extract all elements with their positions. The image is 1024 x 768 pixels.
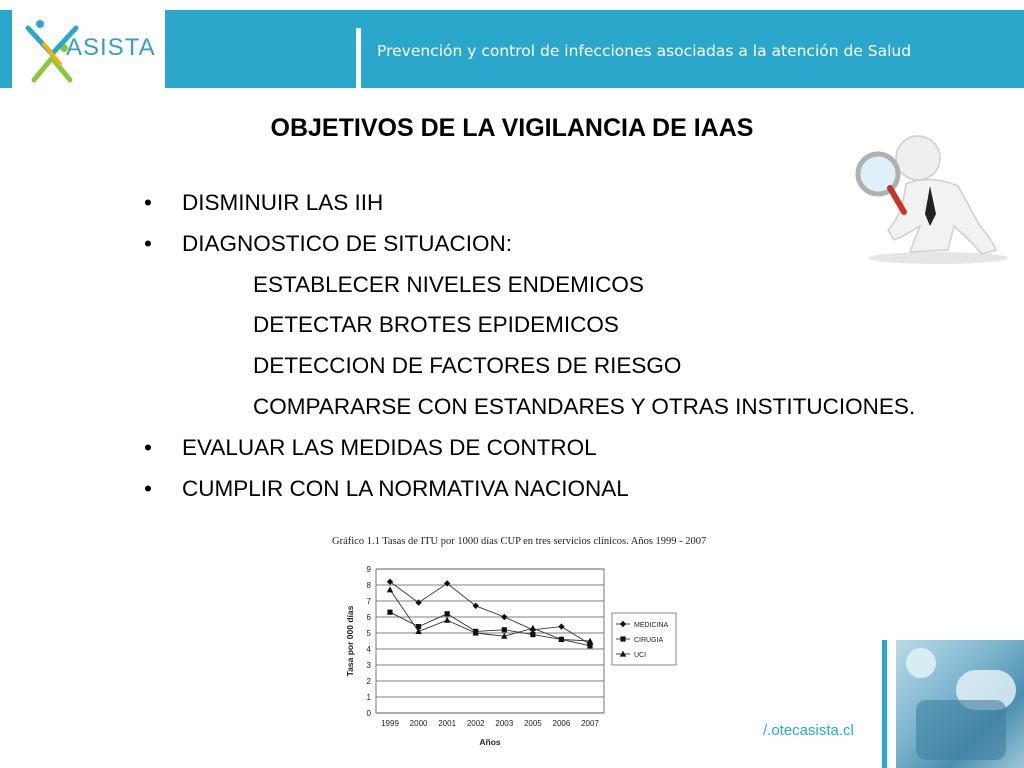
header-divider (356, 28, 361, 90)
chart-title: Gráfico 1.1 Tasas de ITU por 1000 días CUP en tres servicios clínicos. Años 1999 - 2007 (332, 536, 707, 547)
legend-label: UCI (634, 652, 647, 659)
page-title-text: OBJETIVOS DE LA VIGILANCIA DE IAAS (270, 114, 754, 142)
y-tick-label: 7 (366, 597, 371, 606)
footer-url: /.otecasista.cl (763, 722, 854, 739)
x-axis-label: Años (479, 737, 501, 747)
x-tick-label: 1999 (381, 719, 399, 728)
legend-label: MEDICINA (634, 622, 669, 629)
surgery-photo (896, 640, 1024, 768)
y-tick-label: 3 (366, 661, 371, 670)
x-tick-label: 2000 (409, 719, 428, 728)
y-tick-label: 6 (366, 613, 371, 622)
header-tagline: Prevención y control de infecciones asociadas a la atención de Salud (377, 42, 912, 60)
y-tick-label: 4 (366, 645, 371, 654)
header-band (165, 10, 1024, 88)
y-tick-label: 2 (366, 677, 371, 686)
data-point-uci (444, 617, 450, 623)
data-point-cirugia (445, 611, 450, 616)
data-point-medicina (387, 579, 393, 585)
data-point-medicina (558, 623, 564, 629)
x-tick-label: 2003 (495, 719, 514, 728)
data-point-uci (530, 625, 536, 631)
list-item: • EVALUAR LAS MEDIDAS DE CONTROL (140, 430, 915, 471)
list-item: • DISMINUIR LAS IIH (140, 185, 915, 226)
list-item: • CUMPLIR CON LA NORMATIVA NACIONAL (140, 471, 915, 512)
y-tick-label: 1 (366, 693, 371, 702)
list-subitem: DETECTAR BROTES EPIDEMICOS (253, 312, 619, 338)
x-tick-label: 2005 (523, 719, 542, 728)
data-point-cirugia (587, 643, 592, 648)
list-subitem: COMPARARSE CON ESTANDARES Y OTRAS INSTITUCIONES. (253, 393, 916, 419)
data-point-cirugia (502, 627, 507, 632)
list-item: • DIAGNOSTICO DE SITUACION: (140, 226, 915, 267)
y-axis-label: Tasa por 000 días (345, 605, 355, 677)
data-point-uci (387, 586, 393, 592)
x-tick-label: 2007 (581, 719, 599, 728)
y-tick-label: 0 (366, 709, 371, 718)
data-point-cirugia (530, 632, 535, 637)
legend-label: CIRUGIA (634, 637, 664, 644)
x-tick-label: 2001 (438, 719, 457, 728)
footer-divider (882, 640, 887, 768)
list-subitem: ESTABLECER NIVELES ENDEMICOS (253, 271, 644, 297)
logo (0, 10, 158, 88)
list-subitem: DETECCION DE FACTORES DE RIESGO (253, 353, 682, 379)
x-tick-label: 2006 (552, 719, 571, 728)
line-chart (340, 555, 690, 755)
x-tick-label: 2002 (466, 719, 485, 728)
data-point-cirugia (387, 610, 392, 615)
data-point-medicina (501, 614, 507, 620)
logo-text: ASISTA (66, 34, 156, 61)
y-tick-label: 9 (366, 565, 371, 574)
objectives-list (140, 185, 915, 511)
y-tick-label: 8 (366, 581, 371, 590)
legend-marker (620, 636, 625, 641)
data-point-medicina (415, 599, 421, 605)
y-tick-label: 5 (366, 629, 371, 638)
